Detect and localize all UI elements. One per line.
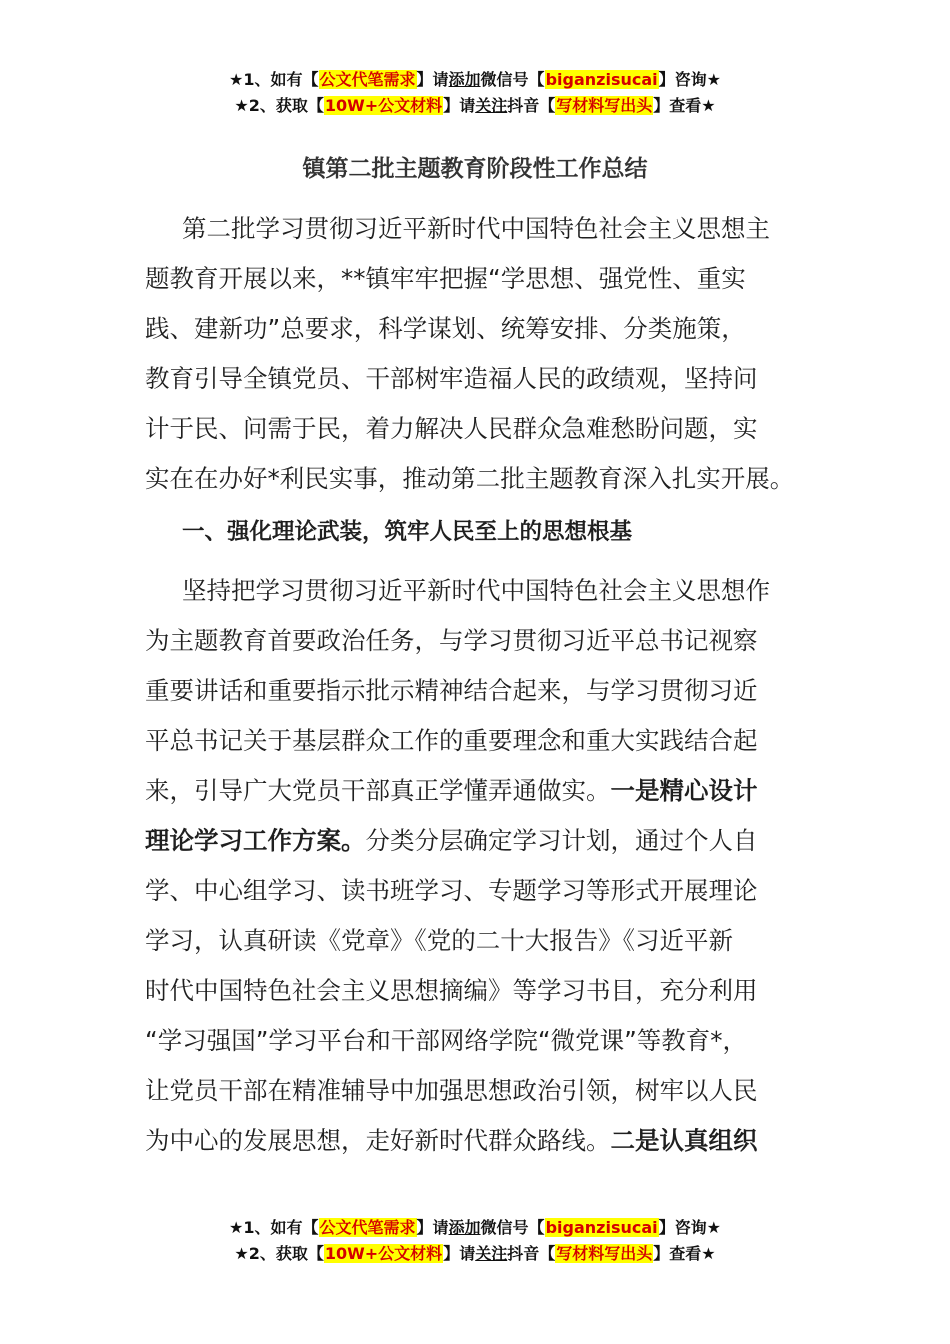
highlight-materials: 10W+公文材料: [324, 96, 443, 115]
paragraph-line: 学习，认真研读《党章》《党的二十大报告》《习近平新: [145, 926, 733, 955]
paragraph-line: 题教育开展以来，**镇牢牢把握“学思想、强党性、重实: [145, 264, 746, 293]
bold-point-1: 一是精心设计: [610, 776, 758, 805]
highlight-materials: 10W+公文材料: [324, 1244, 443, 1263]
highlight-service: 公文代笔需求: [319, 1218, 416, 1237]
paragraph-line: 平总书记关于基层群众工作的重要理念和重大实践结合起: [145, 726, 758, 755]
paragraph-line: 教育引导全镇党员、干部树牢造福人民的政绩观，坚持问: [145, 364, 758, 393]
paragraph-line: 践、建新功”总要求，科学谋划、统筹安排、分类施策，: [145, 314, 746, 343]
notice-text: 】请: [443, 1244, 476, 1263]
notice-text: 】咨询★: [658, 1218, 721, 1237]
notice-text: 】请: [443, 96, 476, 115]
notice-text: 】请: [416, 70, 449, 89]
notice-text: 抖音【: [507, 1244, 556, 1263]
notice-text: ★1、如有【: [229, 70, 319, 89]
paragraph-line: [145, 816, 815, 866]
paragraph-line: 第二批学习贯彻习近平新时代中国特色社会主义思想主: [182, 214, 770, 243]
paragraph-line: [145, 1116, 815, 1166]
paragraph-line: 为主题教育首要政治任务，与学习贯彻习近平总书记视察: [145, 626, 758, 655]
notice-text: ★2、获取【: [234, 1244, 324, 1263]
document-title: 镇第二批主题教育阶段性工作总结: [302, 156, 648, 182]
paragraph-line: 计于民、问需于民，着力解决人民群众急难愁盼问题，实: [145, 414, 758, 443]
notice-footer: [0, 1215, 950, 1267]
paragraph-line: 重要讲话和重要指示批示精神结合起来，与学习贯彻习近: [145, 676, 758, 705]
notice-line-1: [0, 1215, 950, 1241]
paragraph-line: 坚持把学习贯彻习近平新时代中国特色社会主义思想作: [182, 576, 770, 605]
notice-header: [0, 67, 950, 119]
section-heading-1: 一、强化理论武装，筑牢人民至上的思想根基: [182, 519, 633, 545]
notice-line-1: [0, 67, 950, 93]
bold-point-1-cont: 理论学习工作方案。: [145, 826, 366, 855]
notice-text: 微信号【: [480, 70, 545, 89]
notice-text: 】咨询★: [658, 70, 721, 89]
notice-text: ★2、获取【: [234, 96, 324, 115]
paragraph-line: 时代中国特色社会主义思想摘编》等学习书目，充分利用: [145, 976, 758, 1005]
highlight-wechat-id: biganzisucai: [545, 70, 658, 89]
line-text: 分类分层确定学习计划，通过个人自: [365, 826, 758, 855]
bold-point-2: 二是认真组织: [610, 1126, 758, 1155]
notice-text: 】查看★: [653, 1244, 716, 1263]
paragraph-section-1: [145, 566, 815, 1166]
paragraph-line: [145, 766, 815, 816]
paragraph-line: 实在在办好*利民实事，推动第二批主题教育深入扎实开展。: [145, 464, 795, 493]
highlight-service: 公文代笔需求: [319, 70, 416, 89]
highlight-wechat-id: biganzisucai: [545, 1218, 658, 1237]
highlight-douyin: 写材料写出头: [556, 96, 653, 115]
line-text: 来，引导广大党员干部真正学懂弄通做实。: [145, 776, 611, 805]
notice-underlined: 添加: [448, 70, 481, 89]
notice-underlined: 添加: [448, 1218, 481, 1237]
paragraph-line: 让党员干部在精准辅导中加强思想政治引领，树牢以人民: [145, 1076, 758, 1105]
notice-line-2: [0, 1241, 950, 1267]
notice-text: 微信号【: [480, 1218, 545, 1237]
notice-text: 】查看★: [653, 96, 716, 115]
notice-line-2: [0, 93, 950, 119]
notice-underlined: 关注: [475, 1244, 508, 1263]
paragraph-intro: [145, 204, 815, 504]
notice-underlined: 关注: [475, 96, 508, 115]
paragraph-line: 学、中心组学习、读书班学习、专题学习等形式开展理论: [145, 876, 758, 905]
notice-text: 抖音【: [507, 96, 556, 115]
paragraph-line: “学习强国”学习平台和干部网络学院“微党课”等教育*，: [145, 1026, 748, 1055]
highlight-douyin: 写材料写出头: [556, 1244, 653, 1263]
line-text: 为中心的发展思想，走好新时代群众路线。: [145, 1126, 611, 1155]
notice-text: ★1、如有【: [229, 1218, 319, 1237]
notice-text: 】请: [416, 1218, 449, 1237]
